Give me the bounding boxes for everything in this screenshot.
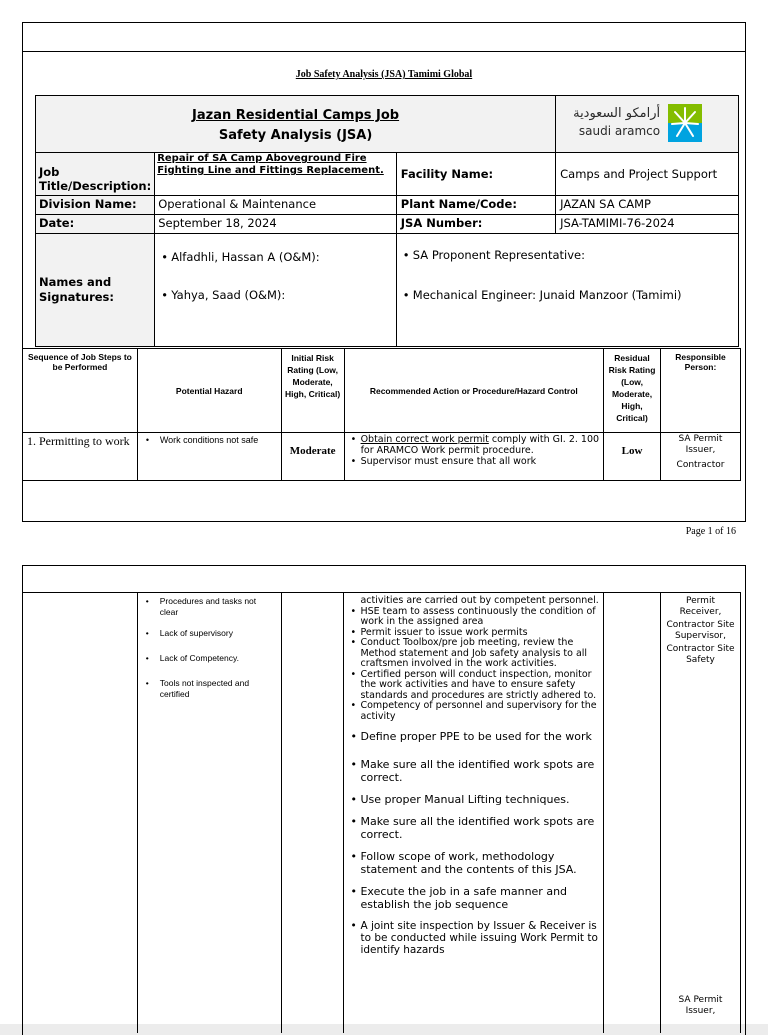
action-item: • Supervisor must ensure that all work <box>349 456 599 467</box>
step-cell: 1. Permitting to work <box>23 433 138 481</box>
jsa-number-value: JSA-TAMIMI-76-2024 <box>556 215 739 234</box>
table-row <box>23 593 741 1033</box>
responsible-cell <box>660 593 740 1033</box>
responsible-line: SA Permit Issuer, <box>678 434 723 455</box>
action-item: • Conduct Toolbox/pre job meeting, review the Method statement and Job safety analysis to all craftsmen involved in the work activities. <box>348 638 599 670</box>
title-line-2: Safety Analysis (JSA) <box>218 128 373 143</box>
hazard-item: • Procedures and tasks not clear <box>144 596 275 618</box>
name-entry: • Mechanical Engineer: Junaid Manzoor (Tamimi) <box>401 288 734 302</box>
responsible-line: Contractor Site Safety <box>666 644 735 665</box>
hazard-table-header <box>23 349 741 433</box>
responsible-line: Contractor Site Supervisor, <box>666 620 735 641</box>
responsible-line-bottom: SA Permit Issuer, <box>678 995 723 1016</box>
hazard-cell <box>137 593 281 1033</box>
facility-value: Camps and Project Support <box>556 153 739 196</box>
aramco-logo-cell <box>556 96 739 153</box>
responsible-cell <box>661 433 741 481</box>
names-left <box>155 234 397 347</box>
residual-risk-cell: Low <box>604 433 661 481</box>
responsible-line: Permit Receiver, <box>679 596 722 617</box>
aramco-star-icon <box>668 104 702 142</box>
action-item: • Competency of personnel and supervisory for the activity <box>348 701 599 722</box>
document-header-title: Job Safety Analysis (JSA) Tamimi Global <box>295 69 473 80</box>
initial-risk-cell <box>281 593 344 1033</box>
action-cell <box>344 593 604 1033</box>
col-header-hazard: Potential Hazard <box>137 349 281 433</box>
action-item: • HSE team to assess continuously the condition of work in the assigned area <box>348 607 599 628</box>
name-entry: • Alfadhli, Hassan A (O&M): <box>159 250 392 264</box>
hazard-item: • Lack of Competency. <box>144 653 275 664</box>
date-label: Date: <box>36 215 155 234</box>
jsa-info-table <box>35 95 739 347</box>
col-header-steps: Sequence of Job Steps to be Performed <box>23 349 138 433</box>
action-item: • Make sure all the identified work spots are correct. <box>348 815 599 841</box>
name-entry: • SA Proponent Representative: <box>401 248 734 262</box>
col-header-responsible: Responsible Person: <box>661 349 741 433</box>
action-item: • Follow scope of work, methodology statement and the contents of this JSA. <box>348 850 599 876</box>
job-title-value: Repair of SA Camp Aboveground Fire Fighting Line and Fittings Replacement. <box>155 153 397 196</box>
action-item: • Certified person will conduct inspection, monitor the work activities and have to ensure safety standards and procedures are strictly adhered to. <box>348 670 599 702</box>
action-list-small <box>348 607 599 723</box>
residual-risk-cell <box>604 593 661 1033</box>
header-rule <box>22 51 746 52</box>
logo-latin-text: saudi aramco <box>578 124 661 138</box>
title-line-1: Jazan Residential Camps Job <box>192 108 400 123</box>
date-value: September 18, 2024 <box>155 215 397 234</box>
action-item: • Define proper PPE to be used for the work <box>348 730 599 743</box>
action-list-large <box>348 730 599 956</box>
division-value: Operational & Maintenance <box>155 196 397 215</box>
names-label: Names and Signatures: <box>36 234 155 347</box>
action-cell <box>344 433 603 481</box>
page-number: Page 1 of 16 <box>685 526 736 537</box>
action-item: • Obtain correct work permit comply with GI. 2. 100 for ARAMCO Work permit procedure. <box>349 434 599 456</box>
hazard-table <box>22 348 741 481</box>
aramco-logo <box>573 104 706 144</box>
job-title-label: Job Title/Description: <box>36 153 155 196</box>
action-item: • A joint site inspection by Issuer & Receiver is to be conducted while issuing Work Permit to identify hazards <box>348 920 599 956</box>
step-cell <box>23 593 138 1033</box>
names-right <box>396 234 738 347</box>
logo-arabic-text: أرامكو السعودية <box>573 106 661 121</box>
plant-label: Plant Name/Code: <box>396 196 555 215</box>
plant-value: JAZAN SA CAMP <box>556 196 739 215</box>
action-item: • Make sure all the identified work spots are correct. <box>348 758 599 784</box>
action-item: • Permit issuer to issue work permits <box>348 628 599 639</box>
name-entry: • Yahya, Saad (O&M): <box>159 288 392 302</box>
hazard-item: • Tools not inspected and certified <box>144 678 275 700</box>
responsible-line: Contractor <box>676 460 725 470</box>
col-header-residual: Residual Risk Rating (Low, Moderate, High, Critical) <box>604 349 661 433</box>
jsa-number-label: JSA Number: <box>396 215 555 234</box>
hazard-table-continued <box>22 592 741 1033</box>
document-title <box>36 96 556 153</box>
action-item: • Use proper Manual Lifting techniques. <box>348 793 599 806</box>
initial-risk-cell: Moderate <box>281 433 344 481</box>
col-header-initial: Initial Risk Rating (Low, Moderate, High, Critical) <box>281 349 344 433</box>
page-2 <box>0 548 768 1024</box>
col-header-action: Recommended Action or Procedure/Hazard Control <box>344 349 603 433</box>
division-label: Division Name: <box>36 196 155 215</box>
hazard-item: • Work conditions not safe <box>144 435 275 445</box>
table-row <box>23 433 741 481</box>
action-item: • Execute the job in a safe manner and establish the job sequence <box>348 885 599 911</box>
facility-label: Facility Name: <box>396 153 555 196</box>
hazard-item: • Lack of supervisory <box>144 628 275 639</box>
hazard-cell <box>137 433 281 481</box>
action-continued-text: activities are carried out by competent personnel. <box>360 595 599 606</box>
